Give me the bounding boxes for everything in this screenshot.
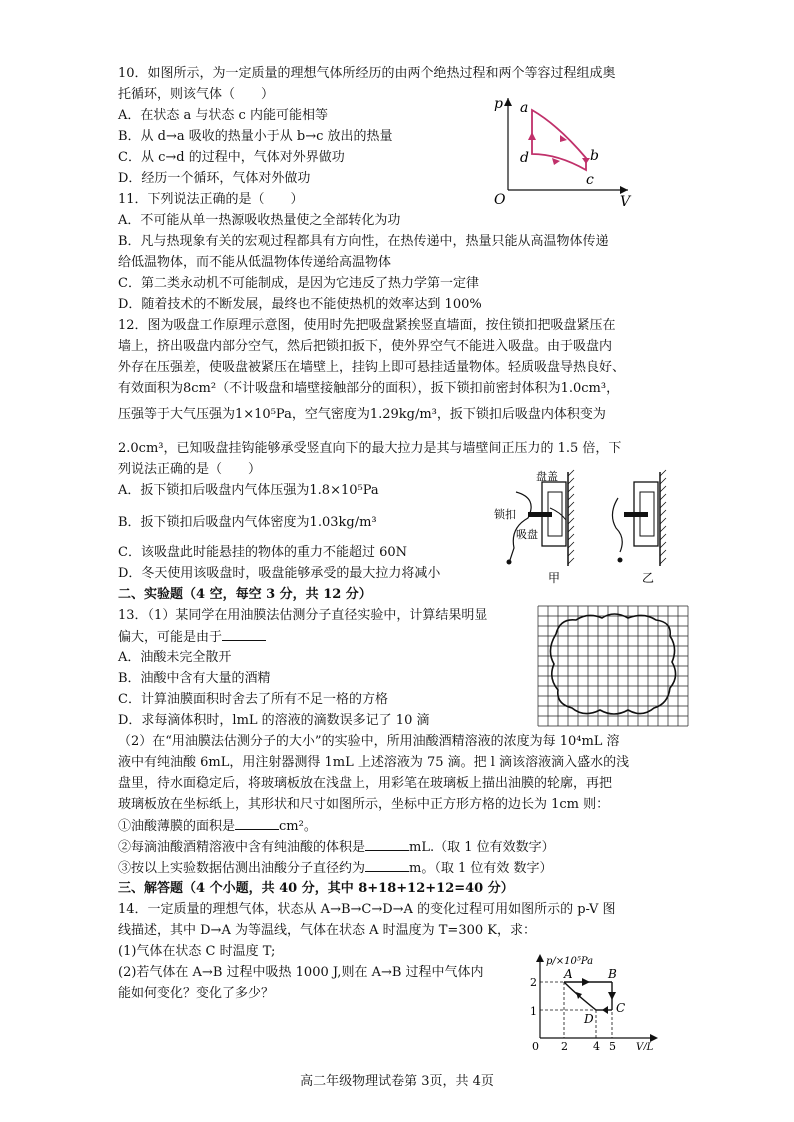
q13-sub3-unit: m。（取 1 位有效 数字） bbox=[409, 861, 553, 876]
q11-option-b-line1: B．凡与热现象有关的宏观过程都具有方向性，在热传递中，热量只能从高温物体传递 bbox=[118, 234, 609, 249]
fig14-origin-label: 0 bbox=[532, 1040, 539, 1050]
q14-sub1: (1)气体在状态 C 时温度 T; bbox=[118, 944, 276, 959]
q11-option-d: D．随着技术的不断发展，最终也不能使热机的效率达到 100% bbox=[118, 297, 482, 312]
fig14-point-a: A bbox=[564, 967, 573, 981]
q12-line4: 有效面积为8cm²（不计吸盘和墙壁接触部分的面积），扳下锁扣前密封体积为1.0cm³， bbox=[118, 381, 620, 396]
q14-sub2-line2: 能如何变化？变化了多少？ bbox=[118, 986, 275, 1001]
q13-sub3-blank bbox=[365, 857, 409, 872]
fig12-jia-label: 甲 bbox=[548, 571, 561, 585]
q12-line3: 外存在压强差，使吸盘被紧压在墙壁上，挂钩上即可悬挂适量物体。轻质吸盘导热良好、 bbox=[118, 360, 626, 375]
q14-line2: 线描述，其中 D→A 为等温线，气体在状态 A 时温度为 T=300 K，求： bbox=[118, 923, 536, 938]
fig12-cup-label: 吸盘 bbox=[516, 528, 538, 541]
q13-part2-line2: 液中有纯油酸 6mL，用注射器测得 1mL 上述溶液为 75 滴。把 l 滴该溶液滴入盛水的浅 bbox=[118, 755, 630, 770]
q14-sub2-line1: (2)若气体在 A→B 过程中吸热 1000 J,则在 A→B 过程中气体内 bbox=[118, 965, 484, 980]
fig10-point-a: a bbox=[520, 100, 529, 116]
fig10-point-b: b bbox=[590, 148, 599, 164]
q13-sub2-unit: mL.（取 1 位有效数字） bbox=[409, 840, 555, 855]
q10-option-b: B．从 d→a 吸收的热量小于从 b→c 放出的热量 bbox=[118, 129, 393, 144]
page-footer: 高二年级物理试卷第 3页，共 4页 bbox=[300, 1074, 494, 1089]
q13-option-a: A．油酸未完全散开 bbox=[118, 650, 232, 665]
pv-diagram-figure bbox=[524, 950, 664, 1050]
q13-line1: 13．（1）某同学在用油膜法估测分子直径实验中，计算结果明显 bbox=[118, 608, 488, 623]
fig14-point-d: D bbox=[584, 1012, 594, 1026]
q12-line5: 压强等于大气压强为1×10⁵Pa，空气密度为1.29kg/m³，扳下锁扣后吸盘内体积变为 bbox=[118, 407, 606, 422]
otto-cycle-figure bbox=[488, 90, 638, 208]
q11-option-c: C．第二类永动机不可能制成，是因为它违反了热力学第一定律 bbox=[118, 276, 479, 291]
q12-option-c: C．该吸盘此时能悬挂的物体的重力不能超过 60N bbox=[118, 545, 407, 560]
q12-line7: 列说法正确的是（ ） bbox=[118, 462, 262, 477]
fig14-point-c: C bbox=[616, 1001, 626, 1015]
q13-sub2-blank bbox=[365, 836, 409, 851]
fig14-xtick-4: 4 bbox=[593, 1040, 600, 1050]
fig12-cover-label: 盘盖 bbox=[536, 470, 558, 483]
q10-stem-line2: 托循环，则该气体（ ） bbox=[118, 87, 275, 102]
q13-part2-line4: 玻璃板放在坐标纸上，其形状和尺寸如图所示，坐标中正方形方格的边长为 1cm 则： bbox=[118, 797, 610, 812]
q13-part2-line3: 盘里，待水面稳定后，将玻璃板放在浅盘上，用彩笔在玻璃板上描出油膜的轮廓，再把 bbox=[118, 776, 613, 791]
q13-line2-text: 偏大，可能是由于 bbox=[118, 630, 223, 645]
q10-option-d: D．经历一个循环，气体对外做功 bbox=[118, 171, 311, 186]
fig12-yi-label: 乙 bbox=[642, 571, 655, 585]
q13-part2-line1: （2）在“用油膜法估测分子的大小”的实验中，所用油酸酒精溶液的浓度为每 10⁴mL 溶 bbox=[118, 734, 620, 749]
q12-line2: 墙上，挤出吸盘内部分空气，然后把锁扣扳下，使外界空气不能进入吸盘。由于吸盘内 bbox=[118, 339, 613, 354]
section2-heading: 二、实验题（4 空，每空 3 分，共 12 分） bbox=[118, 587, 372, 602]
fig10-point-c: c bbox=[586, 172, 594, 188]
q13-option-c: C．计算油膜面积时舍去了所有不足一格的方格 bbox=[118, 692, 388, 707]
q13-sub3 bbox=[118, 857, 553, 879]
section3-heading: 三、解答题（4 个小题，共 40 分，其中 8+18+12+12=40 分） bbox=[118, 881, 514, 896]
fig14-xtick-2: 2 bbox=[561, 1040, 568, 1050]
fig14-xtick-5: 5 bbox=[609, 1040, 616, 1050]
q13-sub1-unit: cm²。 bbox=[279, 819, 317, 834]
fig10-v-label: V bbox=[620, 194, 631, 208]
q13-sub1-text: ①油酸薄膜的面积是 bbox=[118, 819, 236, 834]
q13-option-b: B．油酸中含有大量的酒精 bbox=[118, 671, 271, 686]
q13-answer-blank bbox=[222, 626, 266, 641]
q13-sub1-blank bbox=[235, 815, 279, 830]
fig10-origin-label: O bbox=[494, 192, 506, 208]
q11-option-b-line2: 给低温物体，而不能从低温物体传递给高温物体 bbox=[118, 255, 392, 270]
q10-stem-line1: 10．如图所示，为一定质量的理想气体所经历的由两个绝热过程和两个等容过程组成奥 bbox=[118, 66, 616, 81]
q10-option-c: C．从 c→d 的过程中，气体对外界做功 bbox=[118, 150, 345, 165]
fig14-y-axis-label: p/×10⁵Pa bbox=[546, 956, 594, 967]
q11-stem: 11．下列说法正确的是（ ） bbox=[118, 192, 304, 207]
oil-film-grid-figure bbox=[536, 604, 694, 728]
q13-sub2-text: ②每滴油酸酒精溶液中含有纯油酸的体积是 bbox=[118, 840, 366, 855]
fig14-ytick-1: 1 bbox=[530, 1005, 537, 1018]
q12-option-a: A．扳下锁扣后吸盘内气体压强为1.8×10⁵Pa bbox=[118, 483, 379, 498]
q13-sub2 bbox=[118, 836, 555, 858]
q13-option-d: D．求每滴体积时，lmL 的溶液的滴数误多记了 10 滴 bbox=[118, 713, 430, 728]
q10-option-a: A．在状态 a 与状态 c 内能可能相等 bbox=[118, 108, 328, 123]
q13-sub1 bbox=[118, 815, 317, 837]
suction-cup-figure bbox=[480, 468, 680, 586]
fig12-lock-label: 锁扣 bbox=[494, 508, 516, 521]
q13-sub3-text: ③按以上实验数据估测出油酸分子直径约为 bbox=[118, 861, 366, 876]
fig14-point-b: B bbox=[608, 967, 617, 981]
fig14-x-axis-label: V/L bbox=[636, 1042, 654, 1050]
q12-option-b: B．扳下锁扣后吸盘内气体密度为1.03kg/m³ bbox=[118, 515, 377, 530]
fig10-point-d: d bbox=[520, 150, 529, 166]
q12-line6: 2.0cm³，已知吸盘挂钩能够承受竖直向下的最大拉力是其与墙壁间正压力的 1.5 倍，下 bbox=[118, 441, 622, 456]
q12-option-d: D．冬天使用该吸盘时，吸盘能够承受的最大拉力将减小 bbox=[118, 566, 441, 581]
q13-line2 bbox=[118, 626, 266, 648]
q11-option-a: A．不可能从单一热源吸收热量使之全部转化为功 bbox=[118, 213, 401, 228]
q14-line1: 14．一定质量的理想气体，状态从 A→B→C→D→A 的变化过程可用如图所示的 p-V 图 bbox=[118, 902, 616, 917]
q12-line1: 12．图为吸盘工作原理示意图，使用时先把吸盘紧挨竖直墙面，按住锁扣把吸盘紧压在 bbox=[118, 318, 616, 333]
fig14-ytick-2: 2 bbox=[530, 976, 537, 989]
fig10-p-label: p bbox=[494, 96, 503, 112]
